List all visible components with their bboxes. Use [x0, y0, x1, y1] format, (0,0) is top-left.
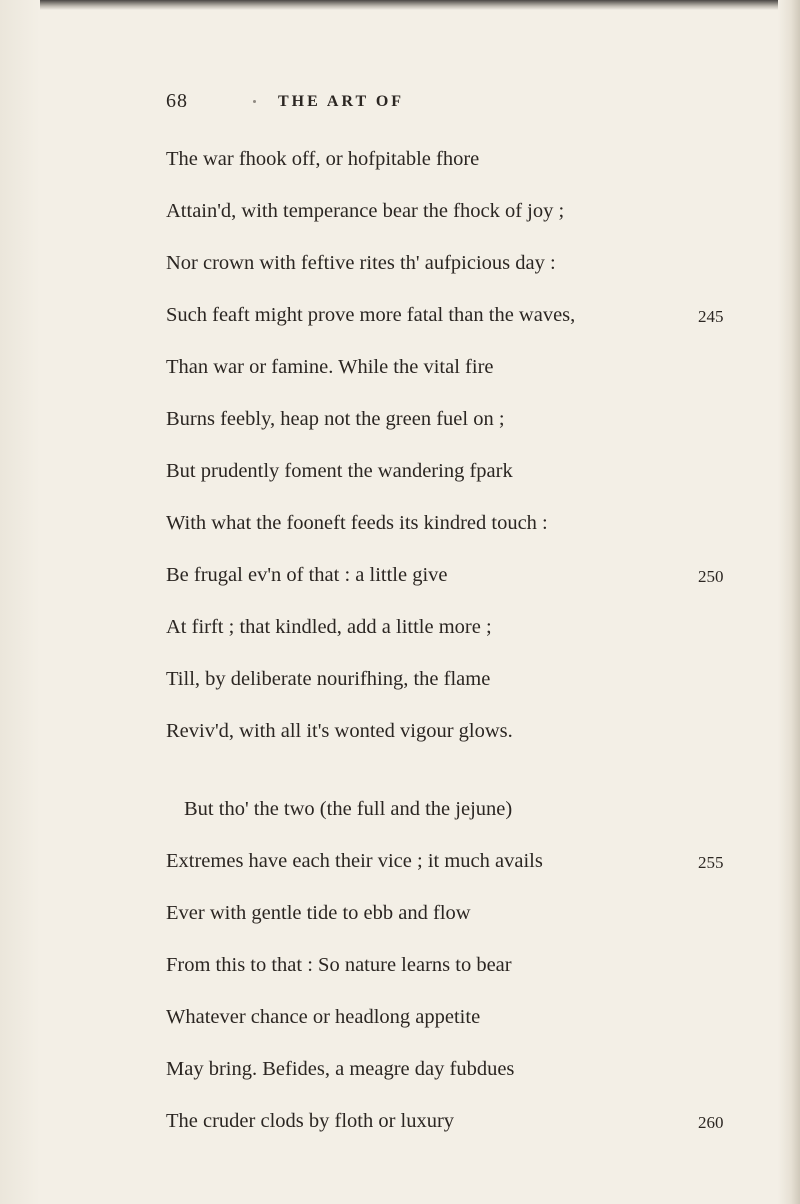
verse-line: Such feaft might prove more fatal than the waves,: [166, 304, 576, 326]
line-number: 245: [698, 307, 724, 326]
verse-line: From this to that : So nature learns to bear: [166, 954, 512, 976]
verse-line: Nor crown with feftive rites th' aufpicious day :: [166, 252, 556, 274]
page-header: [0, 90, 800, 118]
verse-line: But prudently foment the wandering fpark: [166, 460, 513, 482]
page-left-margin: [0, 0, 40, 1204]
verse-line: May bring. Befides, a meagre day fubdues: [166, 1058, 515, 1080]
verse-line: With what the fooneft feeds its kindred touch :: [166, 512, 548, 534]
verse-line: Ever with gentle tide to ebb and flow: [166, 902, 471, 924]
verse-line: Than war or famine. While the vital fire: [166, 356, 494, 378]
page-top-edge: [0, 0, 800, 10]
page-right-edge: [778, 0, 800, 1204]
header-dot: [253, 100, 256, 103]
verse-line: The cruder clods by floth or luxury: [166, 1110, 455, 1132]
verse-line: Burns feebly, heap not the green fuel on ;: [166, 408, 505, 430]
verse-line: But tho' the two (the full and the jejune): [184, 798, 513, 820]
line-number: 260: [698, 1113, 724, 1132]
verse-line: At firft ; that kindled, add a little more ;: [166, 616, 492, 638]
line-number: 250: [698, 567, 724, 586]
verse-line: Reviv'd, with all it's wonted vigour glows.: [166, 720, 513, 742]
running-title: THE ART OF: [278, 93, 405, 110]
verse-line: Till, by deliberate nourifhing, the flame: [166, 668, 491, 690]
verse-line: Extremes have each their vice ; it much avails: [166, 850, 543, 872]
verse-line: Be frugal ev'n of that : a little give: [166, 564, 448, 586]
verse-line: Whatever chance or headlong appetite: [166, 1006, 481, 1028]
verse-line: The war fhook off, or hofpitable fhore: [166, 148, 480, 170]
line-number: 255: [698, 853, 724, 872]
page-number: 68: [166, 90, 188, 112]
verse-line: Attain'd, with temperance bear the fhock of joy ;: [166, 200, 565, 222]
